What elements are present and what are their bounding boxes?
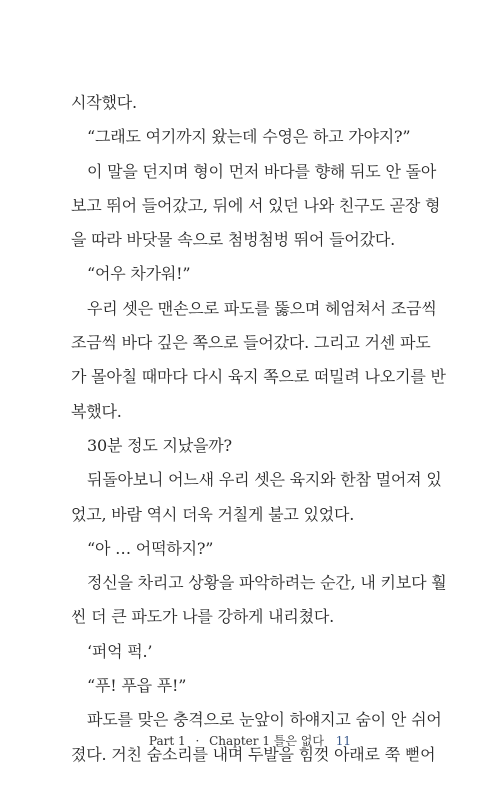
body-text — [71, 86, 447, 772]
text-line: 파도를 맞은 충격으로 눈앞이 하얘지고 숨이 안 쉬어 — [87, 710, 442, 730]
text-line: 을 따라 바닷물 속으로 첨벙첨벙 뛰어 들어갔다. — [71, 230, 396, 250]
footer-separator: · — [195, 734, 200, 748]
text-line: 졌다. 거친 숨소리를 내며 두발을 힘껏 아래로 쭉 뻗어 — [71, 744, 436, 764]
text-line: 가 몰아칠 때마다 다시 육지 쪽으로 떠밀려 나오기를 반 — [71, 367, 446, 387]
footer-chapter-title: 틀은 없다 — [273, 734, 324, 748]
footer-chapter: Chapter 1 — [209, 734, 270, 748]
text-line: 우리 셋은 맨손으로 파도를 뚫으며 헤엄쳐서 조금씩 — [87, 298, 437, 318]
text-line: 씬 더 큰 파도가 나를 강하게 내리쳤다. — [71, 607, 335, 627]
text-line: 시작했다. — [71, 93, 137, 112]
text-line: 보고 뛰어 들어갔고, 뒤에 서 있던 나와 친구도 곧장 형 — [71, 195, 441, 215]
text-line: 정신을 차리고 상황을 파악하려는 순간, 내 키보다 훨 — [87, 573, 447, 593]
text-line: 었고, 바람 역시 더욱 거칠게 불고 있었다. — [71, 504, 355, 524]
text-line: “그래도 여기까지 왔는데 수영은 하고 가야지?” — [87, 127, 411, 147]
text-line: ‘퍼억 퍽.’ — [87, 641, 153, 661]
page-number: 11 — [335, 734, 352, 748]
text-line: 조금씩 바다 깊은 쪽으로 들어갔다. 그리고 거센 파도 — [71, 333, 431, 353]
text-line: “어우 차가워!” — [87, 264, 191, 284]
text-line: “아 … 어떡하지?” — [87, 538, 214, 558]
page-footer — [0, 732, 500, 749]
text-line: 뒤돌아보니 어느새 우리 셋은 육지와 한참 멀어져 있 — [87, 470, 442, 490]
footer-part: Part 1 — [148, 734, 186, 748]
text-line: 복했다. — [71, 401, 122, 421]
text-line: “푸! 푸읍 푸!” — [87, 676, 187, 696]
text-line: 30분 정도 지났을까? — [87, 435, 232, 455]
text-line: 이 말을 던지며 형이 먼저 바다를 향해 뒤도 안 돌아 — [87, 161, 437, 181]
